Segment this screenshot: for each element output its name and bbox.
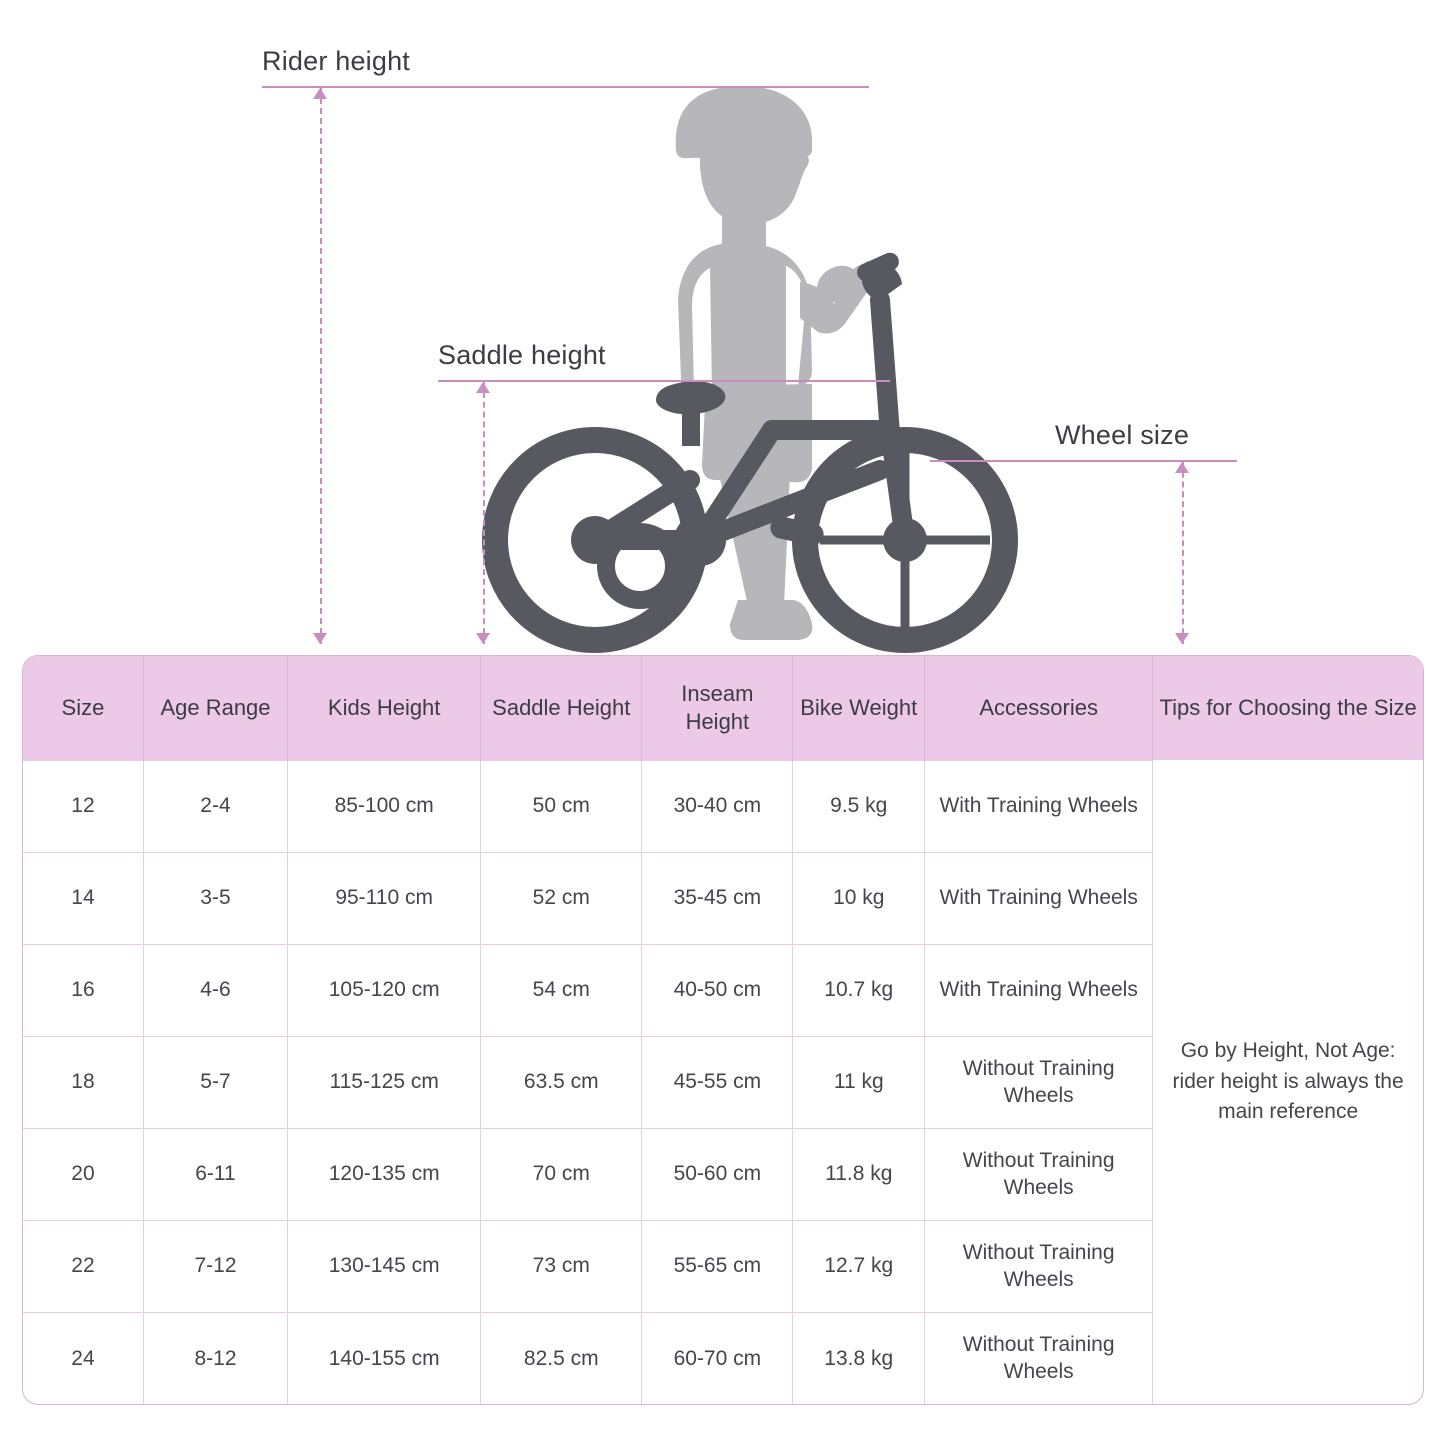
cell-kids-height: 130-145 cm xyxy=(288,1220,481,1312)
cell-inseam-height: 30-40 cm xyxy=(642,760,793,852)
cell-kids-height: 140-155 cm xyxy=(288,1312,481,1404)
cell-bike-weight: 9.5 kg xyxy=(793,760,925,852)
cell-accessories: Without Training Wheels xyxy=(925,1312,1153,1404)
cell-inseam-height: 55-65 cm xyxy=(642,1220,793,1312)
cell-bike-weight: 10 kg xyxy=(793,852,925,944)
cell-tips: Go by Height, Not Age: rider height is always the main reference xyxy=(1153,760,1423,1404)
cell-age-range: 5-7 xyxy=(143,1036,287,1128)
column-header-accessories: Accessories xyxy=(925,656,1153,760)
cell-size: 18 xyxy=(23,1036,143,1128)
cell-saddle-height: 63.5 cm xyxy=(481,1036,642,1128)
table-header-row xyxy=(23,656,1423,760)
cell-saddle-height: 52 cm xyxy=(481,852,642,944)
cell-inseam-height: 60-70 cm xyxy=(642,1312,793,1404)
wheel-size-arrow-up-icon xyxy=(1175,462,1189,473)
wheel-size-guide-line xyxy=(930,460,1237,462)
cell-accessories: Without Training Wheels xyxy=(925,1128,1153,1220)
rider-height-label: Rider height xyxy=(262,46,410,76)
cell-size: 22 xyxy=(23,1220,143,1312)
cell-kids-height: 105-120 cm xyxy=(288,944,481,1036)
rider-height-guide-line xyxy=(262,86,869,88)
cell-age-range: 6-11 xyxy=(143,1128,287,1220)
column-header-inseam-height: Inseam Height xyxy=(642,656,793,760)
rider-height-arrow-up-icon xyxy=(313,88,327,99)
column-header-kids-height: Kids Height xyxy=(288,656,481,760)
cell-kids-height: 95-110 cm xyxy=(288,852,481,944)
cell-age-range: 7-12 xyxy=(143,1220,287,1312)
cell-accessories: Without Training Wheels xyxy=(925,1220,1153,1312)
column-header-size: Size xyxy=(23,656,143,760)
rider-height-arrow-down-icon xyxy=(313,633,327,644)
cell-age-range: 8-12 xyxy=(143,1312,287,1404)
cell-saddle-height: 70 cm xyxy=(481,1128,642,1220)
cell-bike-weight: 13.8 kg xyxy=(793,1312,925,1404)
rider-height-measure-line xyxy=(320,88,322,644)
saddle-height-arrow-up-icon xyxy=(476,382,490,393)
cell-saddle-height: 50 cm xyxy=(481,760,642,852)
cell-accessories: With Training Wheels xyxy=(925,852,1153,944)
cell-accessories: With Training Wheels xyxy=(925,760,1153,852)
kid-and-bike-figure xyxy=(0,0,1445,660)
saddle-height-guide-line xyxy=(438,380,890,382)
table-row xyxy=(23,760,1423,852)
cell-bike-weight: 10.7 kg xyxy=(793,944,925,1036)
cell-size: 14 xyxy=(23,852,143,944)
saddle-height-arrow-down-icon xyxy=(476,633,490,644)
cell-saddle-height: 82.5 cm xyxy=(481,1312,642,1404)
column-header-tips: Tips for Choosing the Size xyxy=(1153,656,1423,760)
cell-size: 20 xyxy=(23,1128,143,1220)
wheel-size-label: Wheel size xyxy=(1055,420,1190,450)
cell-kids-height: 120-135 cm xyxy=(288,1128,481,1220)
cell-inseam-height: 45-55 cm xyxy=(642,1036,793,1128)
cell-bike-weight: 12.7 kg xyxy=(793,1220,925,1312)
wheel-size-arrow-down-icon xyxy=(1175,633,1189,644)
column-header-bike-weight: Bike Weight xyxy=(793,656,925,760)
bike-sizing-illustration xyxy=(0,0,1445,660)
column-header-saddle-height: Saddle Height xyxy=(481,656,642,760)
cell-accessories: With Training Wheels xyxy=(925,944,1153,1036)
cell-accessories: Without Training Wheels xyxy=(925,1036,1153,1128)
cell-inseam-height: 35-45 cm xyxy=(642,852,793,944)
cell-saddle-height: 73 cm xyxy=(481,1220,642,1312)
saddle-height-measure-line xyxy=(483,382,485,644)
saddle-height-label: Saddle height xyxy=(438,340,606,370)
column-header-age-range: Age Range xyxy=(143,656,287,760)
size-chart-table xyxy=(22,655,1424,1405)
cell-bike-weight: 11.8 kg xyxy=(793,1128,925,1220)
cell-age-range: 3-5 xyxy=(143,852,287,944)
cell-age-range: 2-4 xyxy=(143,760,287,852)
cell-inseam-height: 40-50 cm xyxy=(642,944,793,1036)
cell-kids-height: 85-100 cm xyxy=(288,760,481,852)
cell-age-range: 4-6 xyxy=(143,944,287,1036)
cell-size: 16 xyxy=(23,944,143,1036)
cell-size: 12 xyxy=(23,760,143,852)
cell-kids-height: 115-125 cm xyxy=(288,1036,481,1128)
cell-inseam-height: 50-60 cm xyxy=(642,1128,793,1220)
cell-size: 24 xyxy=(23,1312,143,1404)
cell-saddle-height: 54 cm xyxy=(481,944,642,1036)
cell-bike-weight: 11 kg xyxy=(793,1036,925,1128)
wheel-size-measure-line xyxy=(1182,462,1184,644)
